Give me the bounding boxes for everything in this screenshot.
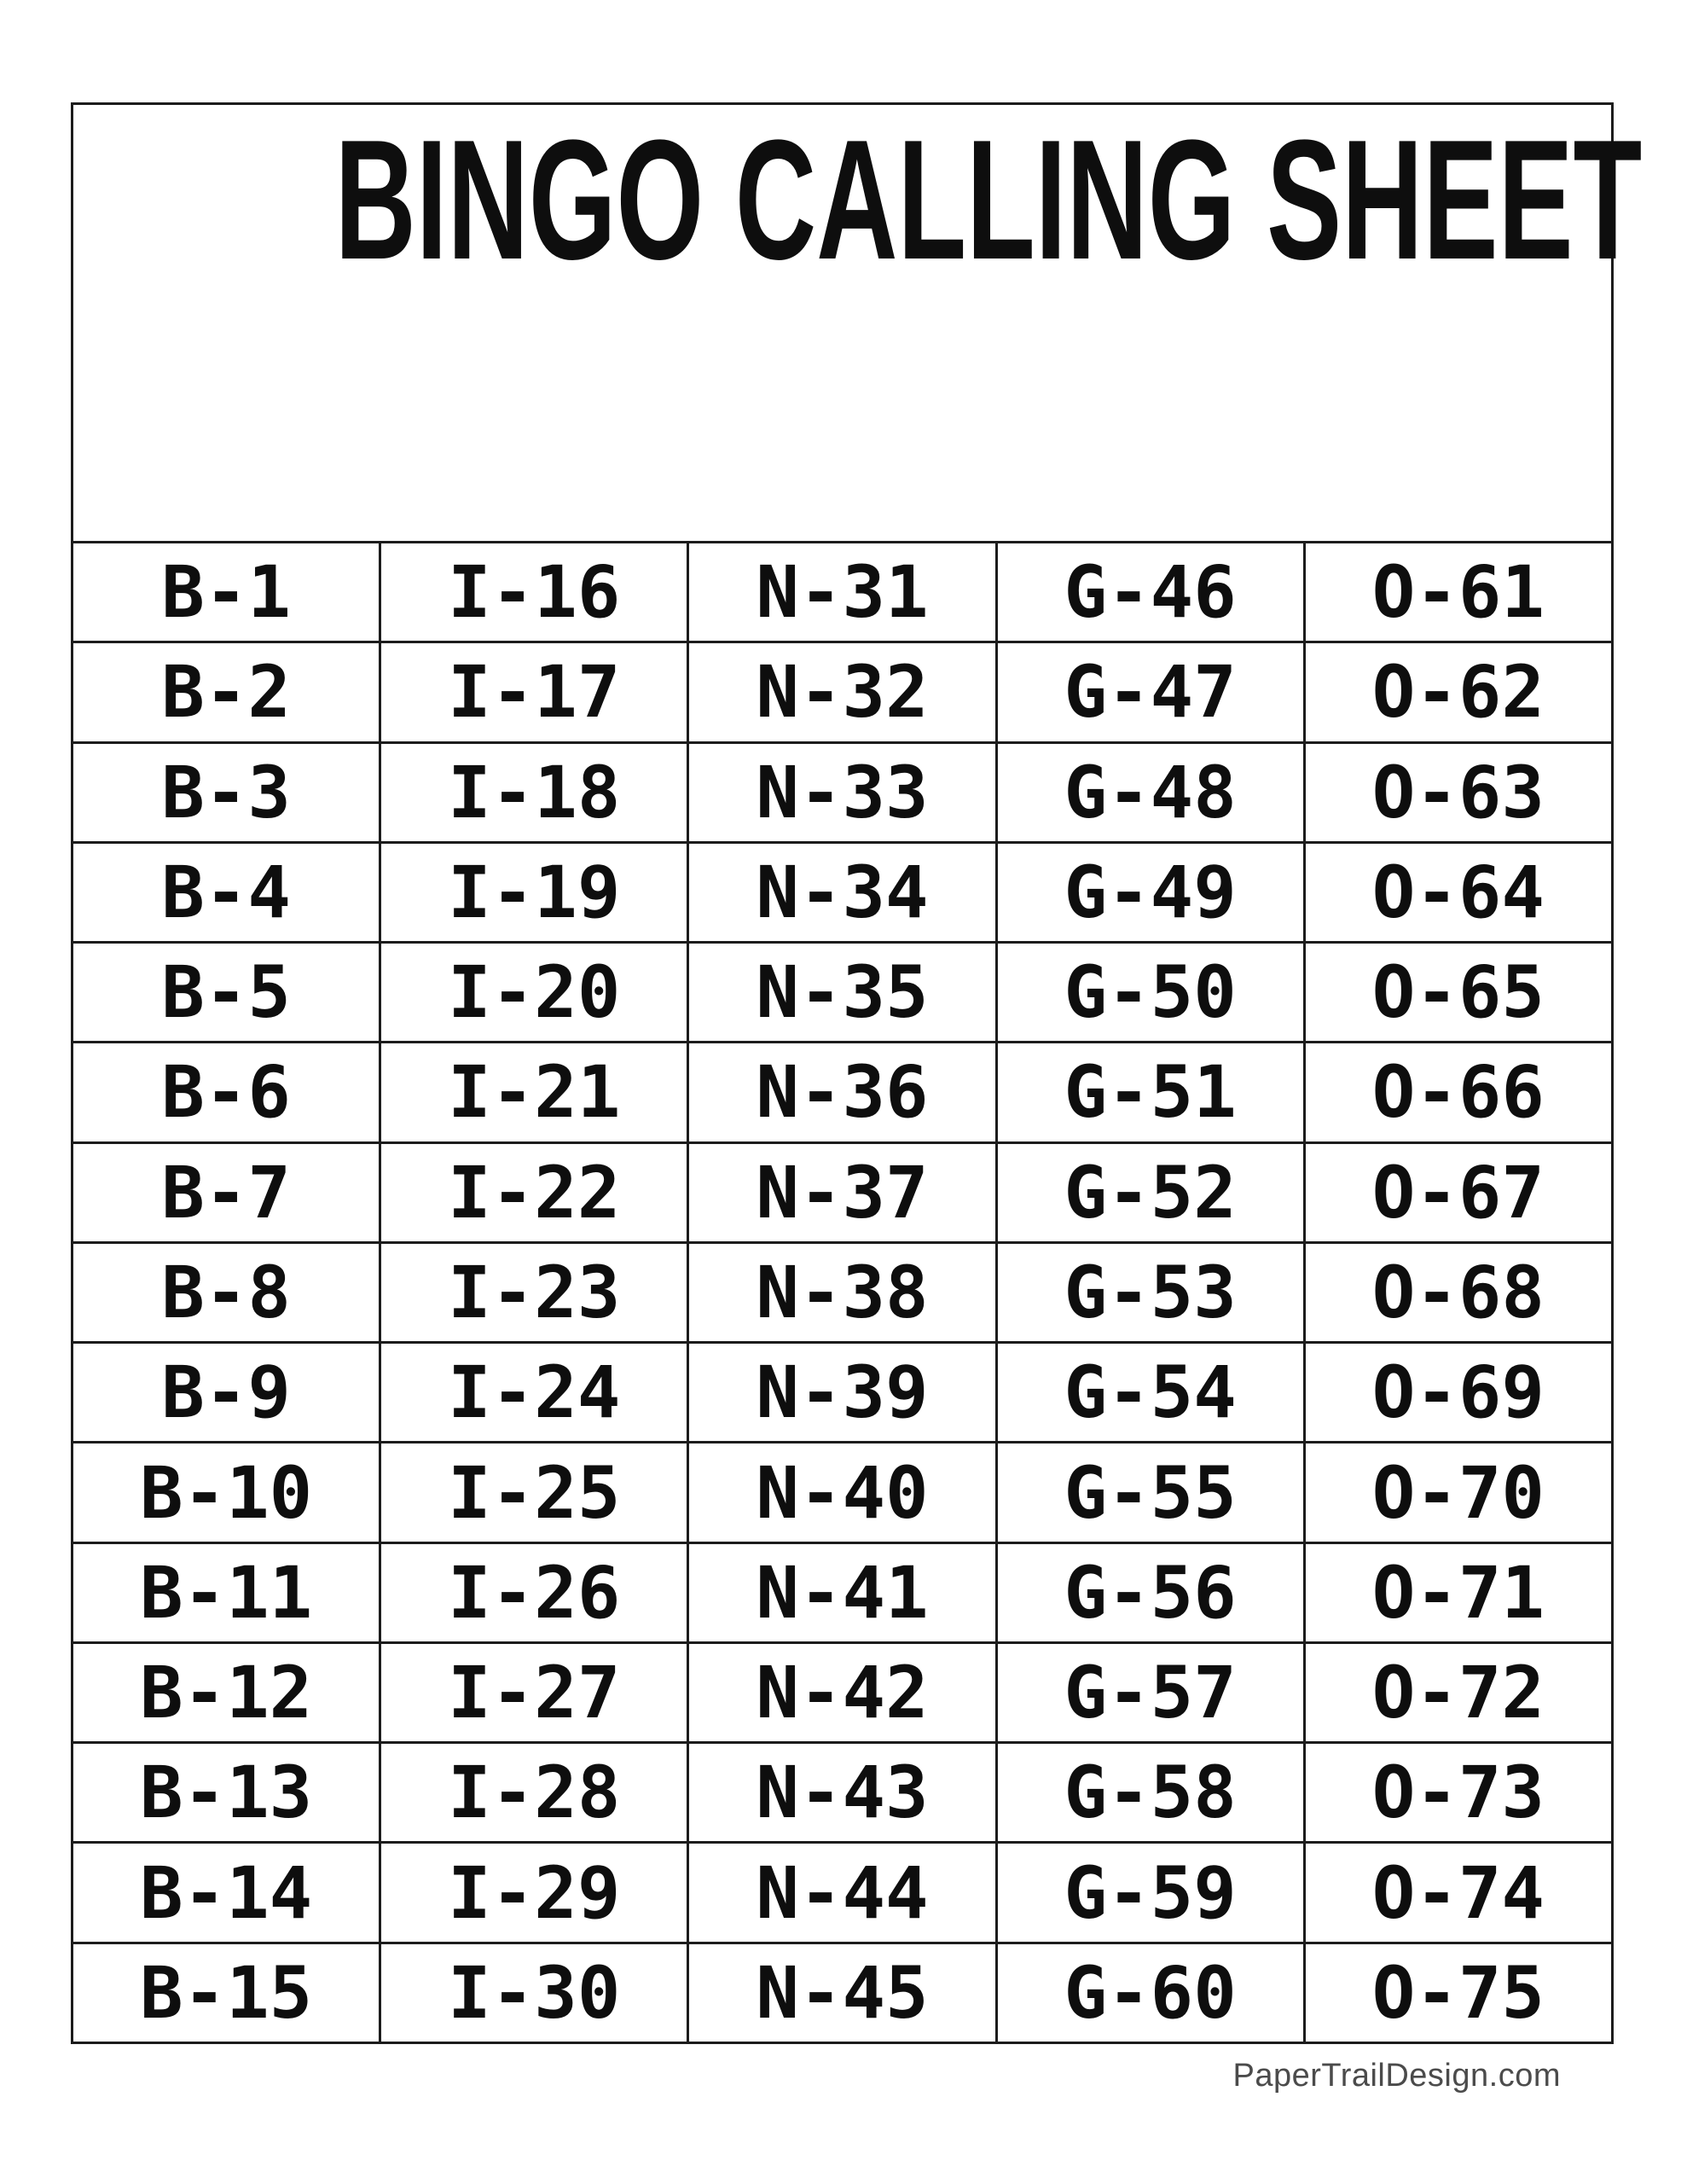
- table-row: [72, 1743, 1613, 1843]
- bingo-call-cell: G-46: [996, 543, 1304, 642]
- bingo-call-cell: N-40: [688, 1443, 996, 1542]
- bingo-call-cell: N-31: [688, 543, 996, 642]
- bingo-call-cell: G-53: [996, 1242, 1304, 1342]
- bingo-call-cell: G-48: [996, 742, 1304, 842]
- table-row: [72, 1043, 1613, 1142]
- bingo-call-cell: O-71: [1304, 1542, 1612, 1642]
- bingo-call-cell: B-4: [72, 842, 380, 942]
- sheet-border: [71, 102, 1643, 2044]
- bingo-call-cell: N-36: [688, 1043, 996, 1142]
- bingo-call-cell: I-25: [380, 1443, 688, 1542]
- bingo-call-cell: I-17: [380, 642, 688, 742]
- bingo-call-cell: G-60: [996, 1943, 1304, 2042]
- table-row: [72, 642, 1613, 742]
- bingo-call-cell: I-24: [380, 1343, 688, 1443]
- table-row: [72, 1943, 1613, 2042]
- bingo-call-cell: O-61: [1304, 543, 1612, 642]
- bingo-call-cell: N-34: [688, 842, 996, 942]
- bingo-call-cell: G-58: [996, 1743, 1304, 1843]
- bingo-call-cell: I-16: [380, 543, 688, 642]
- bingo-call-cell: I-21: [380, 1043, 688, 1142]
- bingo-call-cell: O-67: [1304, 1142, 1612, 1242]
- bingo-call-cell: O-63: [1304, 742, 1612, 842]
- bingo-call-cell: O-65: [1304, 943, 1612, 1043]
- bingo-call-cell: N-39: [688, 1343, 996, 1443]
- table-row: [72, 1843, 1613, 1943]
- table-row: [72, 1542, 1613, 1642]
- bingo-call-cell: I-23: [380, 1242, 688, 1342]
- bingo-call-cell: B-15: [72, 1943, 380, 2042]
- bingo-call-cell: N-43: [688, 1743, 996, 1843]
- bingo-call-cell: G-56: [996, 1542, 1304, 1642]
- bingo-call-cell: B-6: [72, 1043, 380, 1142]
- bingo-call-cell: I-30: [380, 1943, 688, 2042]
- bingo-call-cell: O-62: [1304, 642, 1612, 742]
- bingo-call-cell: B-11: [72, 1542, 380, 1642]
- bingo-call-cell: N-38: [688, 1242, 996, 1342]
- bingo-call-cell: N-33: [688, 742, 996, 842]
- bingo-call-cell: B-9: [72, 1343, 380, 1443]
- bingo-call-cell: G-59: [996, 1843, 1304, 1943]
- bingo-call-cell: B-2: [72, 642, 380, 742]
- bingo-call-table: [71, 541, 1614, 2044]
- table-row: [72, 842, 1613, 942]
- bingo-call-cell: N-32: [688, 642, 996, 742]
- bingo-call-cell: N-35: [688, 943, 996, 1043]
- bingo-call-cell: B-7: [72, 1142, 380, 1242]
- table-row: [72, 543, 1613, 642]
- bingo-call-cell: N-45: [688, 1943, 996, 2042]
- bingo-call-cell: B-10: [72, 1443, 380, 1542]
- bingo-call-cell: I-29: [380, 1843, 688, 1943]
- table-row: [72, 1142, 1613, 1242]
- bingo-call-cell: G-52: [996, 1142, 1304, 1242]
- bingo-call-cell: B-3: [72, 742, 380, 842]
- bingo-call-cell: G-51: [996, 1043, 1304, 1142]
- bingo-call-cell: I-27: [380, 1642, 688, 1742]
- bingo-call-table-body: [72, 543, 1613, 2043]
- bingo-call-cell: I-22: [380, 1142, 688, 1242]
- bingo-call-cell: O-72: [1304, 1642, 1612, 1742]
- table-row: [72, 1343, 1613, 1443]
- bingo-call-cell: I-26: [380, 1542, 688, 1642]
- bingo-call-cell: B-1: [72, 543, 380, 642]
- bingo-call-cell: G-50: [996, 943, 1304, 1043]
- bingo-call-cell: B-14: [72, 1843, 380, 1943]
- bingo-call-cell: I-28: [380, 1743, 688, 1843]
- bingo-call-cell: G-54: [996, 1343, 1304, 1443]
- bingo-call-cell: B-13: [72, 1743, 380, 1843]
- bingo-call-cell: N-42: [688, 1642, 996, 1742]
- bingo-call-cell: O-69: [1304, 1343, 1612, 1443]
- bingo-call-cell: B-5: [72, 943, 380, 1043]
- bingo-call-cell: G-57: [996, 1642, 1304, 1742]
- page-title: BINGO CALLING SHEET: [334, 105, 1643, 295]
- bingo-call-cell: G-55: [996, 1443, 1304, 1542]
- footer-credit: PaperTrailDesign.com: [1232, 2058, 1561, 2094]
- table-row: [72, 1443, 1613, 1542]
- table-row: [72, 1242, 1613, 1342]
- bingo-call-cell: O-66: [1304, 1043, 1612, 1142]
- bingo-call-cell: I-20: [380, 943, 688, 1043]
- bingo-call-cell: N-41: [688, 1542, 996, 1642]
- bingo-call-cell: O-70: [1304, 1443, 1612, 1542]
- bingo-call-cell: O-74: [1304, 1843, 1612, 1943]
- bingo-call-cell: O-68: [1304, 1242, 1612, 1342]
- bingo-call-cell: G-47: [996, 642, 1304, 742]
- bingo-call-cell: O-64: [1304, 842, 1612, 942]
- bingo-call-cell: B-12: [72, 1642, 380, 1742]
- table-row: [72, 1642, 1613, 1742]
- bingo-call-cell: B-8: [72, 1242, 380, 1342]
- bingo-call-cell: O-73: [1304, 1743, 1612, 1843]
- bingo-call-cell: I-18: [380, 742, 688, 842]
- bingo-call-cell: I-19: [380, 842, 688, 942]
- bingo-call-cell: G-49: [996, 842, 1304, 942]
- bingo-call-cell: N-37: [688, 1142, 996, 1242]
- table-row: [72, 943, 1613, 1043]
- table-row: [72, 742, 1613, 842]
- bingo-call-cell: N-44: [688, 1843, 996, 1943]
- bingo-call-cell: O-75: [1304, 1943, 1612, 2042]
